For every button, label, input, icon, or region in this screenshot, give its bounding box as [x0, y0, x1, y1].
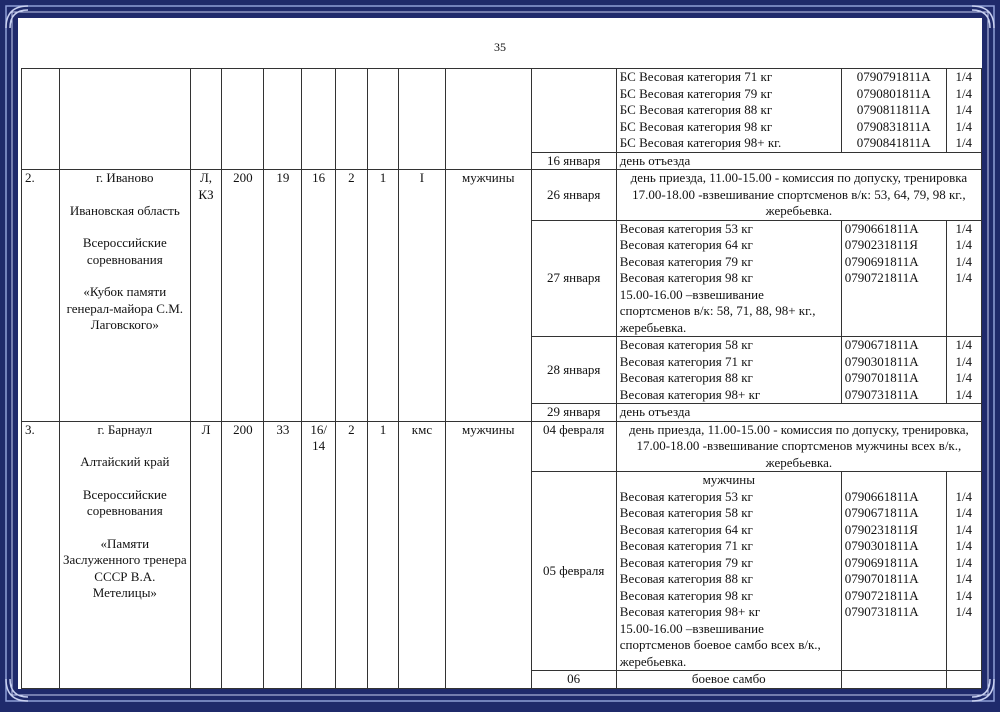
document-page: [18, 18, 982, 689]
event-title: «Памяти Заслуженного тренера СССР В.А. Метелицы»: [62, 535, 187, 600]
program-line: Весовая категория 58 кг: [619, 337, 753, 352]
share-cell: [946, 337, 981, 404]
program-line: Весовая категория 64 кг: [619, 237, 753, 252]
program-line: Весовая категория 79 кг: [619, 253, 753, 269]
share: 1/4: [955, 505, 973, 520]
program-line: БС Весовая категория 88 кг: [619, 102, 773, 117]
program-line: Весовая категория 64 кг: [619, 521, 753, 537]
program-cell: день отъезда: [616, 152, 981, 170]
event-city: г. Иваново: [96, 170, 154, 185]
program-line: БС Весовая категория 79 кг: [619, 85, 773, 101]
code: 0790801811А: [856, 85, 931, 101]
date-cell: 06: [531, 671, 616, 689]
code: 0790721811А: [844, 587, 919, 603]
share: 1/4: [955, 220, 973, 236]
continuation-cell: [398, 69, 445, 170]
program-cell: [616, 337, 841, 404]
share: 1/4: [955, 85, 973, 101]
share-cell: [946, 472, 981, 671]
program-header: мужчины: [702, 472, 755, 487]
program-line: Весовая категория 71 кг: [619, 538, 753, 553]
date-cell: 26 января: [531, 170, 616, 221]
share-cell: [946, 69, 981, 153]
program-line: Весовая категория 98 кг: [619, 270, 753, 285]
program-cell: боевое самбо: [616, 671, 841, 689]
share: 1/4: [955, 386, 973, 402]
event-level: Всероссийские соревнования: [82, 235, 167, 267]
program-line: БС Весовая категория 98+ кг.: [619, 135, 782, 150]
event-gender: мужчины: [445, 170, 531, 422]
code: 0790831811А: [856, 118, 931, 134]
code-cell: [841, 472, 946, 671]
event-value: 16/ 14: [302, 421, 335, 688]
share: 1/4: [955, 118, 973, 134]
event-type: Л, КЗ: [190, 170, 222, 422]
event-rank: I: [398, 170, 445, 422]
page-number: 35: [494, 40, 506, 54]
share: 1/4: [955, 237, 973, 252]
program-cell: день приезда, 11.00-15.00 - комиссия по допуску, тренировка, 17.00-18.00 -взвешивание спортсменов мужчины всех в/к., жеребьевка.: [616, 421, 981, 472]
event-value: 2: [335, 421, 367, 688]
event-number: 2.: [22, 170, 60, 422]
code: 0790721811А: [844, 270, 919, 285]
continuation-cell: [335, 69, 367, 170]
code: 0790731811А: [844, 386, 919, 402]
event-value: 200: [222, 170, 264, 422]
code: 0790811811А: [856, 102, 931, 117]
program-line: БС Весовая категория 71 кг: [619, 69, 773, 84]
continuation-cell: [264, 69, 302, 170]
code: 0790841811А: [856, 135, 931, 150]
share: 1/4: [955, 554, 973, 570]
event-value: 16: [302, 170, 335, 422]
code: 0790231811Я: [844, 521, 918, 537]
date-cell: 05 февраля: [531, 472, 616, 671]
code: 0790691811А: [844, 554, 919, 570]
code-cell: [841, 69, 946, 153]
program-cell: день приезда, 11.00-15.00 - комиссия по допуску, тренировка 17.00-18.00 -взвешивание спортсменов в/к: 53, 64, 79, 98 кг., жеребьевка.: [616, 170, 981, 221]
continuation-cell: [22, 69, 60, 170]
program-line: Весовая категория 58 кг: [619, 505, 753, 520]
share: 1/4: [955, 488, 973, 504]
event-value: 200: [222, 421, 264, 688]
date-cell: 16 января: [531, 152, 616, 170]
event-number: 3.: [22, 421, 60, 688]
program-line: Весовая категория 53 кг: [619, 220, 753, 236]
code: 0790731811А: [844, 604, 919, 619]
share: 1/4: [955, 370, 973, 385]
event-value: 1: [367, 421, 398, 688]
code-cell: [841, 220, 946, 337]
program-note: 15.00-16.00 –взвешивание спортсменов боевое самбо всех в/к., жеребьевка.: [619, 620, 821, 669]
program-line: Весовая категория 88 кг: [619, 370, 753, 385]
program-line: Весовая категория 71 кг: [619, 353, 753, 369]
date-cell: 27 января: [531, 220, 616, 337]
share: 1/4: [955, 521, 973, 537]
table-row: [22, 69, 982, 153]
schedule-table: [21, 68, 982, 689]
event-region: Ивановская область: [69, 202, 180, 218]
share: 1/4: [955, 604, 973, 619]
program-cell: [616, 69, 841, 153]
share: 1/4: [955, 571, 973, 586]
share: 1/4: [955, 353, 973, 369]
code-cell: [841, 337, 946, 404]
table-row: [22, 421, 982, 472]
event-venue-cell: [59, 421, 190, 688]
event-city: г. Барнаул: [97, 421, 153, 437]
event-value: 1: [367, 170, 398, 422]
date-cell: 29 января: [531, 404, 616, 422]
program-line: Весовая категория 88 кг: [619, 571, 753, 586]
event-venue-cell: [59, 170, 190, 422]
event-title: «Кубок памяти генерал-майора С.М. Лаговского»: [66, 284, 184, 332]
continuation-cell: [302, 69, 335, 170]
table-row: [22, 170, 982, 221]
code: 0790691811А: [844, 253, 919, 269]
date-cell: 28 января: [531, 337, 616, 404]
code: 0790231811Я: [844, 237, 918, 252]
share: 1/4: [955, 135, 973, 150]
event-gender: мужчины: [445, 421, 531, 688]
continuation-cell: [367, 69, 398, 170]
program-line: Весовая категория 98+ кг: [619, 386, 761, 402]
share-cell: [946, 671, 981, 689]
share: 1/4: [955, 102, 973, 117]
event-type: Л: [190, 421, 222, 688]
continuation-cell: [59, 69, 190, 170]
program-line: Весовая категория 53 кг: [619, 488, 753, 504]
code: 0790791811А: [856, 69, 931, 84]
program-line: Весовая категория 98 кг: [619, 587, 753, 603]
share: 1/4: [955, 69, 973, 84]
program-note: 15.00-16.00 –взвешивание спортсменов в/к: 58, 71, 88, 98+ кг., жеребьевка.: [619, 286, 816, 335]
code: 0790701811А: [844, 370, 919, 385]
share: 1/4: [955, 253, 973, 269]
program-line: Весовая категория 98+ кг: [619, 604, 761, 619]
event-value: 33: [264, 421, 302, 688]
code: 0790671811А: [844, 505, 919, 520]
code: 0790701811А: [844, 571, 919, 586]
program-line: Весовая категория 79 кг: [619, 554, 753, 570]
code-cell: [841, 671, 946, 689]
continuation-cell: [445, 69, 531, 170]
program-cell: [616, 220, 841, 337]
date-cell: 04 февраля: [531, 421, 616, 472]
continuation-cell: [190, 69, 222, 170]
code: 0790301811А: [844, 538, 919, 553]
event-value: 2: [335, 170, 367, 422]
program-cell: [616, 472, 841, 671]
share-cell: [946, 220, 981, 337]
share: 1/4: [955, 270, 973, 285]
program-line: БС Весовая категория 98 кг: [619, 118, 773, 134]
share: 1/4: [955, 337, 973, 352]
event-value: 19: [264, 170, 302, 422]
code: 0790661811А: [844, 220, 919, 236]
event-rank: кмс: [398, 421, 445, 688]
code: 0790661811А: [844, 488, 919, 504]
continuation-cell: [222, 69, 264, 170]
program-cell: день отъезда: [616, 404, 981, 422]
share: 1/4: [955, 538, 973, 553]
code: 0790301811А: [844, 353, 919, 369]
share: 1/4: [955, 587, 973, 603]
event-region: Алтайский край: [80, 454, 170, 469]
event-level: Всероссийские соревнования: [82, 486, 167, 518]
code: 0790671811А: [844, 337, 919, 352]
continuation-date-cell: [531, 69, 616, 153]
